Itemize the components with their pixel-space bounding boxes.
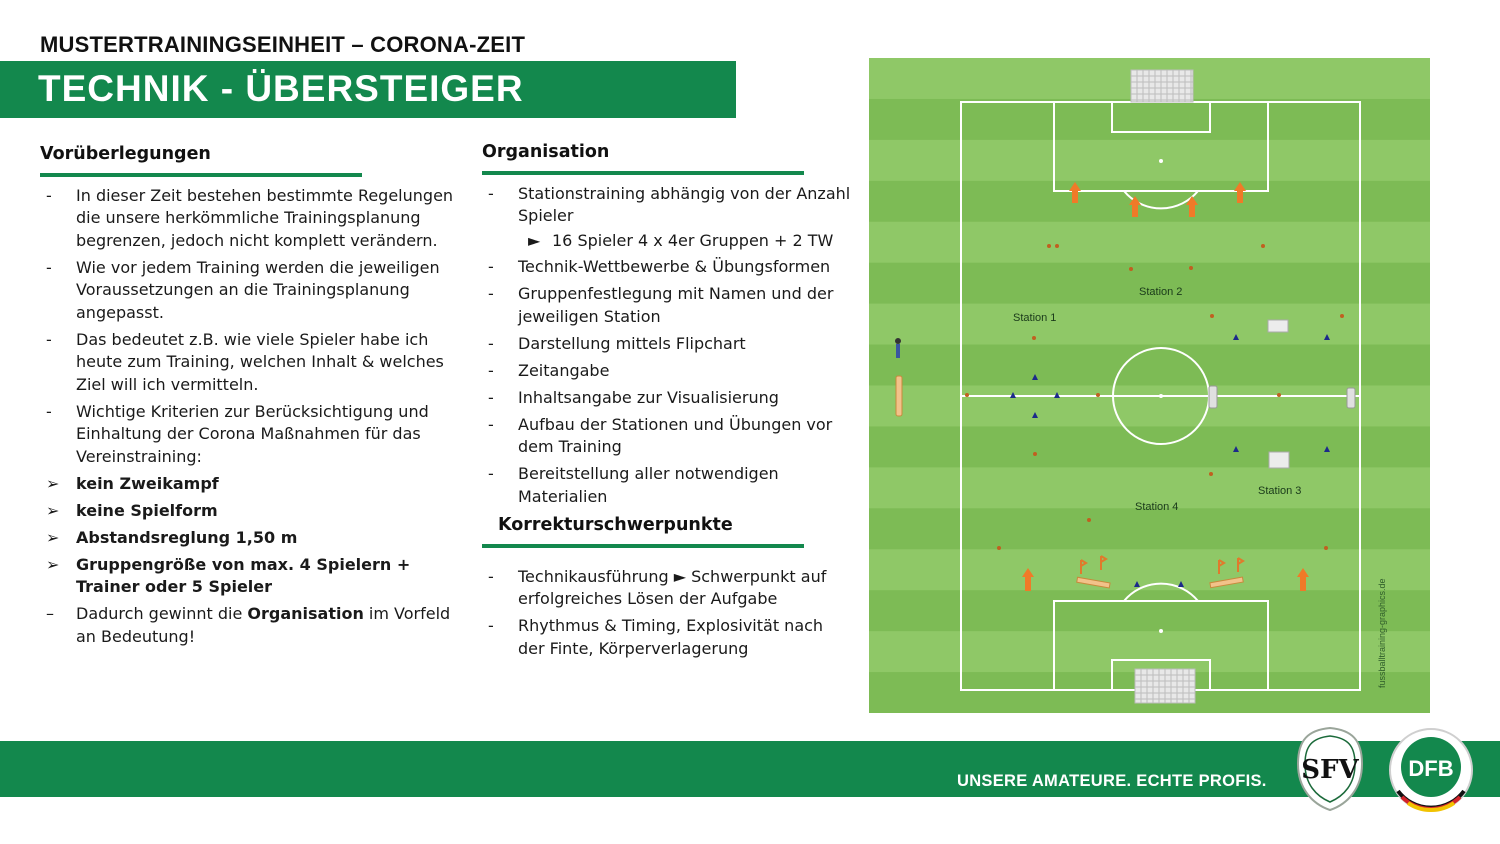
organisation-section: [482, 141, 852, 665]
organisation-list-continued: [482, 256, 852, 508]
list-item: - In dieser Zeit bestehen bestimmte Regelungen die unsere herkömmliche Trainingsplanung begrenzen, jedoch nicht komplett verändern.: [46, 185, 454, 250]
list-item: ➢ Gruppengröße von max. 4 Spielern + Trainer oder 5 Spieler: [46, 554, 411, 596]
list-item: – Dadurch gewinnt die Organisation im Vorfeld an Bedeutung!: [46, 604, 451, 646]
list-item: - Zeitangabe: [488, 360, 610, 380]
station-label-4: Station 4: [1135, 501, 1179, 513]
mini-goal-icon: [1269, 452, 1289, 468]
watermark-text: fussballtraining-graphics.de: [1377, 578, 1387, 688]
footer-slogan: UNSERE AMATEURE. ECHTE PROFIS.: [957, 772, 1267, 790]
mini-goal-icon: [1268, 320, 1288, 332]
list-item: ➢ keine Spielform: [46, 500, 218, 520]
page-title: TECHNIK - ÜBERSTEIGER: [38, 68, 524, 109]
organisation-list: [482, 183, 852, 228]
list-item: ➢ Abstandsreglung 1,50 m: [46, 527, 298, 547]
list-item: - Inhaltsangabe zur Visualisierung: [488, 387, 779, 407]
list-item: - Stationstraining abhängig von der Anzahl Spieler: [488, 183, 851, 225]
dummy-icon: [1347, 388, 1355, 408]
grass-stripes: [869, 58, 1430, 713]
list-item: - Darstellung mittels Flipchart: [488, 333, 746, 353]
list-item: - Rhythmus & Timing, Explosivität nach der Finte, Körperverlagerung: [488, 616, 824, 658]
list-item: - Wichtige Kriterien zur Berücksichtigung und Einhaltung der Corona Maßnahmen für das Vereinstraining:: [46, 401, 429, 466]
goal-top-icon: [1131, 70, 1193, 102]
rebounder-icon: [896, 376, 902, 416]
section-divider: [40, 173, 362, 177]
list-item: - Gruppenfestlegung mit Namen und der jeweiligen Station: [488, 284, 834, 326]
title-bar: [0, 61, 736, 118]
training-field-diagram: [869, 58, 1430, 713]
list-item: - Wie vor jedem Training werden die jeweiligen Voraussetzungen an die Trainingsplanung angepasst.: [46, 257, 440, 322]
section-heading-organisation: Organisation: [482, 142, 610, 162]
dummy-icon: [1209, 386, 1217, 408]
list-item: - Bereitstellung aller notwendigen Materialien: [488, 464, 779, 506]
station-label-3: Station 3: [1258, 485, 1302, 497]
svg-text:DFB: DFB: [1408, 756, 1454, 781]
footer-bar: [0, 741, 1500, 797]
sfv-logo: [1296, 726, 1364, 812]
list-item: - Aufbau der Stationen und Übungen vor dem Training: [488, 414, 833, 456]
goal-bottom-icon: [1135, 669, 1195, 703]
vorueberlegungen-section: [40, 143, 460, 653]
section-heading-korrekturschwerpunkte: Korrekturschwerpunkte: [498, 515, 733, 535]
station-label-2: Station 2: [1139, 286, 1183, 298]
dfb-logo: [1388, 727, 1474, 813]
section-divider: [482, 171, 804, 175]
list-subitem: ► 16 Spieler 4 x 4er Gruppen + 2 TW: [528, 230, 834, 250]
pitch-svg: [869, 58, 1430, 713]
list-item: ➢ kein Zweikampf: [46, 473, 219, 493]
section-heading-vorueberlegungen: Vorüberlegungen: [40, 144, 211, 164]
list-item: - Das bedeutet z.B. wie viele Spieler habe ich heute zum Training, welchen Inhalt & welches Ziel will ich vermitteln.: [46, 329, 444, 394]
station-label-1: Station 1: [1013, 312, 1057, 324]
section-divider: [482, 544, 804, 548]
svg-text:SFV: SFV: [1301, 755, 1359, 785]
page-supertitle: MUSTERTRAININGSEINHEIT – CORONA-ZEIT: [40, 32, 526, 57]
list-item: - Technikausführung ► Schwerpunkt auf erfolgreiches Lösen der Aufgabe: [488, 566, 827, 608]
list-item: - Technik-Wettbewerbe & Übungsformen: [488, 257, 831, 276]
vorueberlegungen-list: [40, 185, 460, 649]
korrektur-list: [482, 566, 852, 661]
